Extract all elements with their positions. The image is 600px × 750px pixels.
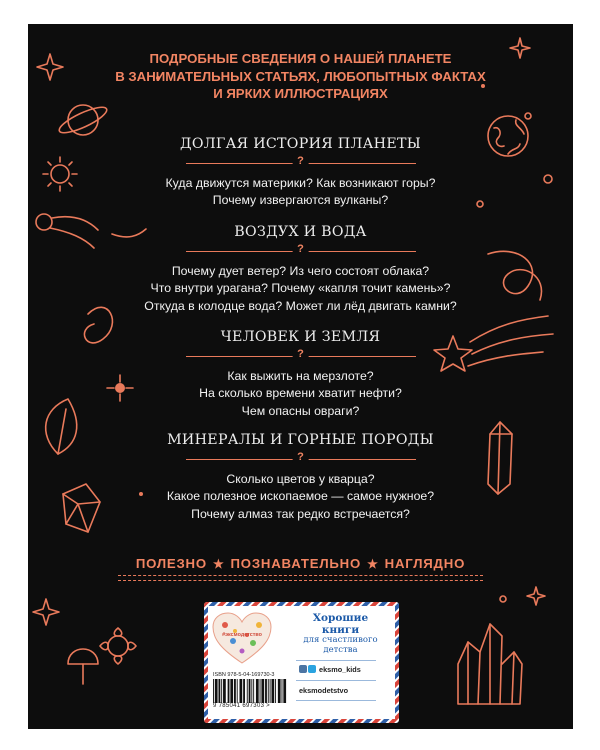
crystal-cluster-icon [458, 624, 522, 704]
isbn-text: ISBN 978-5-04-169730-3 [213, 672, 275, 678]
section-question: Почему алмаз так редко встречается? [191, 506, 410, 521]
address-line [296, 660, 376, 661]
dashed-divider [118, 575, 483, 577]
question-mark: ? [292, 348, 309, 360]
section-question: Как выжить на мерзлоте? [227, 369, 374, 383]
sun-icon [43, 157, 77, 191]
dashed-divider [118, 580, 483, 582]
section-title: МИНЕРАЛЫ И ГОРНЫЕ ПОРОДЫ [167, 432, 434, 448]
sunflower-icon [100, 628, 136, 664]
barcode-bar [261, 679, 264, 703]
bell-icon [68, 649, 98, 684]
barcode-bar [215, 679, 218, 703]
website-text: eksmodetstvo [299, 686, 349, 695]
section-question: На сколько времени хватит нефти? [199, 386, 402, 401]
barcode-bar [237, 679, 238, 703]
crystal-icon [63, 484, 100, 532]
barcode-bar [270, 679, 271, 703]
barcode-bar [278, 679, 281, 703]
tagline-word: ПОЛЕЗНО [135, 556, 207, 571]
barcode-bar [282, 679, 283, 703]
barcode-bar [239, 679, 242, 703]
section-air-water [108, 224, 493, 315]
intro-line: И ЯРКИХ ИЛЛЮСТРАЦИЯХ [213, 86, 388, 101]
question-mark: ? [292, 451, 309, 463]
section-minerals [108, 432, 493, 523]
leaf-icon [46, 399, 77, 454]
question-mark: ? [292, 243, 309, 255]
section-title: ДОЛГАЯ ИСТОРИЯ ПЛАНЕТЫ [179, 136, 422, 152]
section-history [108, 136, 493, 210]
globe-icon [488, 116, 528, 156]
barcode-bar [256, 679, 259, 703]
barcode-bar [275, 679, 276, 703]
section-question: Какое полезное ископаемое — самое нужное? [166, 489, 435, 504]
planet-icon [56, 103, 109, 138]
barcode-bar [228, 679, 230, 703]
tagline [28, 556, 573, 571]
tagline-word: НАГЛЯДНО [384, 556, 466, 571]
meteor-icon [36, 214, 98, 248]
social-links [299, 665, 361, 674]
barcode [213, 679, 287, 703]
barcode-bar [218, 679, 220, 703]
barcode-bar [223, 679, 226, 703]
barcode-bar [243, 679, 245, 703]
barcode-bar [249, 679, 251, 703]
card-subtitle-line: детства [323, 644, 358, 655]
section-question: Куда движутся материки? Как возникают горы? [165, 176, 436, 190]
logo-text: #эксмодетство [222, 632, 262, 638]
section-divider [186, 157, 416, 169]
intro-line: В ЗАНИМАТЕЛЬНЫХ СТАТЬЯХ, ЛЮБОПЫТНЫХ ФАКТАХ [115, 68, 486, 84]
tagline-word: ПОЗНАВАТЕЛЬНО [230, 556, 362, 571]
section-question: Сколько цветов у кварца? [226, 472, 375, 486]
card-subtitle [292, 636, 389, 656]
swirl-icon [488, 251, 541, 300]
section-question: Что внутри урагана? Почему «капля точит камень»? [150, 281, 451, 296]
card-title-line: Хорошие [312, 612, 369, 624]
ringed-planet-icon [525, 113, 531, 119]
address-line [296, 700, 376, 701]
barcode-bar [230, 679, 233, 703]
barcode-number: 9 785041 697303 > [213, 703, 270, 709]
sparkle-icon [527, 587, 545, 605]
card-title [292, 612, 389, 636]
barcode-bar [265, 679, 267, 703]
publisher-card [204, 602, 399, 723]
intro-text [28, 50, 573, 103]
star-icon: ★ [212, 557, 225, 571]
question-mark: ? [292, 155, 309, 167]
social-handle: eksmo_kids [319, 665, 361, 674]
barcode-bar [213, 679, 214, 703]
card-subtitle-line: для счастливого [303, 635, 378, 645]
section-question: Почему дует ветер? Из чего состоят облака? [171, 264, 430, 278]
section-human-earth [108, 329, 493, 420]
sparkle-icon [33, 599, 59, 625]
section-question: Почему извергаются вулканы? [212, 193, 389, 208]
eksmo-logo [211, 611, 273, 665]
section-question: Чем опасны овраги? [241, 403, 360, 418]
star-icon: ★ [367, 557, 379, 571]
vk-icon [299, 665, 307, 673]
barcode-bar [268, 679, 269, 703]
barcode-bar [271, 679, 274, 703]
barcode-bar [251, 679, 252, 703]
book-back-cover [28, 24, 573, 729]
barcode-bar [260, 679, 261, 703]
barcode-bar [247, 679, 248, 703]
barcode-bar [234, 679, 236, 703]
address-line [296, 680, 376, 681]
heart-logo-icon [211, 611, 273, 665]
section-divider [186, 453, 416, 465]
section-question: Откуда в колодце вода? Может ли лёд двигать камни? [144, 298, 457, 313]
section-title: ЧЕЛОВЕК И ЗЕМЛЯ [220, 329, 381, 345]
barcode-bar [283, 679, 286, 703]
intro-line: ПОДРОБНЫЕ СВЕДЕНИЯ О НАШЕЙ ПЛАНЕТЕ [149, 51, 452, 66]
barcode-bar [253, 679, 254, 703]
section-divider [186, 350, 416, 362]
telegram-icon [308, 665, 316, 673]
barcode-bar [221, 679, 222, 703]
card-title-line: книги [321, 624, 360, 636]
section-divider [186, 245, 416, 257]
section-title: ВОЗДУХ И ВОДА [234, 224, 367, 240]
